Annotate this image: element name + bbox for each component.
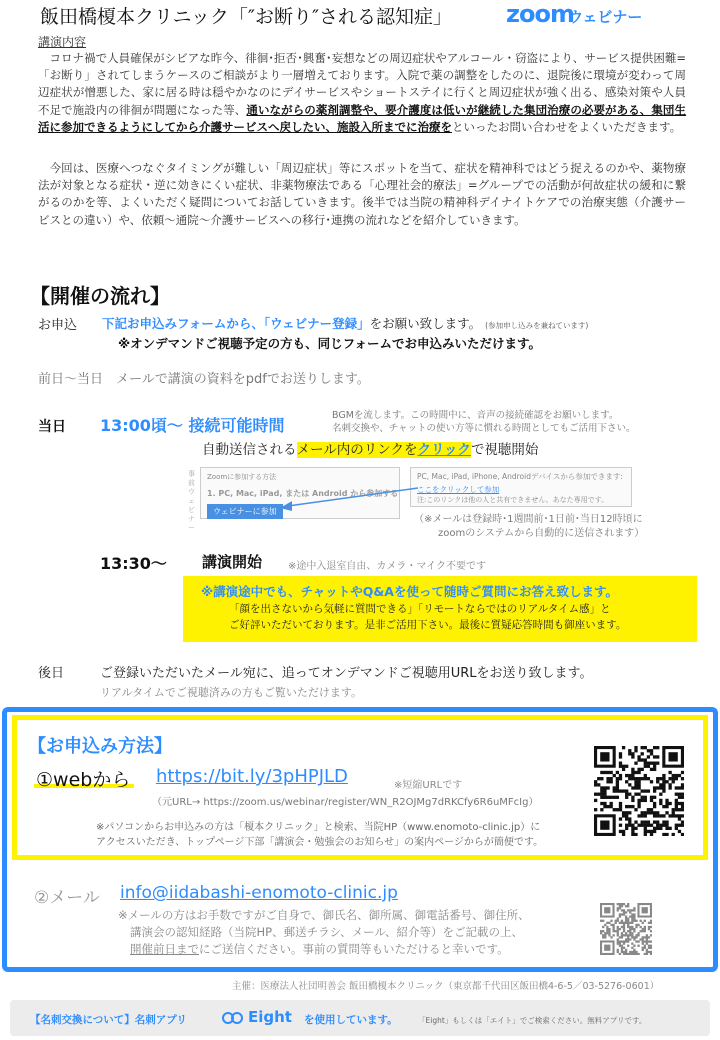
mock-side-label: 事前ウェビナー: [188, 470, 195, 532]
mail-label: ②メール: [34, 888, 100, 908]
mail-note-2: 講演会の認知経路（当院HP、郵送チラシ、メール、紹介等）をご記載の上、: [130, 925, 524, 939]
connect-note: [332, 409, 636, 435]
pc-apply-note: [96, 820, 543, 850]
lecture-p1-c: といったお問い合わせをよくいただきます。: [452, 119, 682, 134]
qr-code-mail: [600, 903, 652, 955]
lecture-paragraph-1: [38, 50, 686, 136]
time-connect: 13:00頃～ 接続可能時間: [100, 416, 285, 435]
day-label: 当日: [38, 419, 66, 435]
mail-link-line: [202, 438, 538, 458]
mock1-text: 1. PC, Mac, iPad, または Android から参加する: [207, 489, 399, 498]
connect-note-2: 名刺交換や、チャットの使い方等に慣れる時間としてもご活用下さい。: [332, 423, 636, 434]
original-url: （元URL→ https://zoom.us/webinar/register/WN_R2OJMg7dRKCfy6R6uMFcIg）: [152, 797, 539, 808]
lecture-label: 講演内容: [38, 35, 87, 49]
connect-note-1: BGMを流します。この時間中に、音声の接続確認をお願いします。: [332, 410, 619, 421]
zoom-webinar-label: ウェビナー: [568, 8, 643, 26]
lecture-p1-emphasis: 通いながらの薬剤調整や、要介護度は低いが継続した集団治療の必要がある、集団生活に参加できるようにしてから介護サービスへ戻したい、施設入所までに治療を: [38, 102, 687, 134]
mail-deadline: 開催前日まで: [130, 942, 199, 956]
pc-note-1: ※パソコンからお申込みの方は「榎本クリニック」と検索、当院HP（www.enomoto-clinic.jp）に: [96, 822, 541, 833]
apply-small-note: (参加申し込みを兼ねています): [485, 321, 589, 330]
card-label: 【名刺交換について】名刺アプリ: [30, 1014, 187, 1026]
short-url-note: ※短縮URLです: [394, 780, 463, 791]
mail-schedule-1: （※メールは登録時･1週間前･1日前･当日12時頃に: [414, 514, 643, 525]
prev-day-line: 前日～当日 メールで講演の資料をpdfでお送りします。: [38, 372, 370, 387]
qa-line-1: ※講演途中でも、チャットやQ&Aを使って随時ご質問にお答え致します。: [201, 584, 618, 599]
arrow-icon: [270, 484, 420, 514]
lecture-paragraph-2: 今回は、医療へつなぐタイミングが難しい「周辺症状」等にスポットを当て、症状を精神科ではどう捉えるのかや、薬物療法が対象となる症状・逆に効きにくい症状、非薬物療法である「心理社会的療法」=グループでの活動が何故症状の緩和に繋がるのかを等、よくいただく疑問についてお話していきます。後半では当院の精神科デイナイトケアでの治療実態（介護サービスとの違い）や、依頼～通院～介護サービスへの移行･連携の流れなどを紹介していきます。: [38, 161, 686, 227]
mail-line-pre: 自動送信される: [202, 442, 297, 458]
organizer-line: 主催：医療法人社団明善会 飯田橋榎本クリニック（東京都千代田区飯田橋4-6-5／03-5276-0601）: [232, 981, 660, 992]
pc-note-2: アクセスいただき、トップページ下部「講演会・勉強会のお知らせ」の案内ページからが簡便です。: [96, 837, 544, 848]
qa-line-2: 「顔を出さないから気軽に質問できる」「リモートならではのリアルタイム感」と: [229, 603, 611, 615]
after-line-1: ご登録いただいたメール宛に、追ってオンデマンドご視聴用URLをお送り致します。: [100, 666, 593, 681]
start-note: ※途中入退室自由、カメラ・マイク不要です: [288, 561, 486, 572]
eight-logo-text: Eight: [248, 1008, 292, 1026]
time-start: 13:30～: [100, 554, 167, 573]
zoom-logo: zoom: [506, 0, 574, 28]
start-title: 講演開始: [202, 553, 263, 571]
eight-logo-icon: [221, 1011, 245, 1025]
mail-note-3-text: にご送信ください。事前の質問等もいただけると幸いです。: [199, 942, 509, 956]
mail-apply-note: [118, 907, 530, 958]
after-label: 後日: [38, 666, 65, 681]
apply-heading: 【お申込み方法】: [28, 736, 172, 757]
mock1-title: Zoomに参加する方法: [207, 473, 277, 481]
web-label: ①webから: [36, 769, 131, 791]
page-title: 飯田橋榎本クリニック「″お断り″される認知症」: [40, 6, 453, 28]
mail-schedule-2: zoomのシステムから自動的に送信されます）: [438, 528, 645, 539]
mail-line-highlight: [297, 442, 471, 458]
mail-address-link[interactable]: info@iidabashi-enomoto-clinic.jp: [120, 883, 398, 903]
mail-note-3: [118, 941, 530, 958]
mock1-join-button: ウェビナーに参加: [207, 504, 283, 519]
card-tail: を使用しています。: [304, 1014, 398, 1026]
mail-line-post: で視聴開始: [470, 442, 539, 458]
click-word: クリック: [417, 442, 471, 458]
mock2-link: ここをクリックして参加: [417, 485, 500, 494]
mail-note-1: ※メールの方はお手数ですがご自身で、御氏名、御所属、御電話番号、御住所、: [118, 908, 530, 922]
apply-tail: をお願い致します。: [369, 316, 482, 331]
mock2-text: PC, Mac, iPad, iPhone, Androidデバイスから参加できます:: [417, 472, 623, 481]
card-small-note: 「Eight」もしくは「エイト」でご検索ください。無料アプリです。: [418, 1016, 647, 1025]
qa-highlight-box: [183, 576, 697, 642]
qr-code-web: [594, 746, 684, 836]
mail-line-hl-text: メール内のリンクを: [296, 442, 418, 458]
lecture-p1-a: コロナ禍で人員確保がシビアな昨今、徘徊･拒否･興奮･妄想などの周辺症状やアルコール・窃盗により、サービス提供困難=「お断り」されてしまうケースのご相談がより一層増えております。入院で薬の調整をしたのに、退院後に環境が変わって周辺症状が憎悪した、家に居る時は穏やかなのにデイサービスやショートステイに行くと周辺症状が強く出る、感染対策や人員不足で施設内の徘徊が問題になった等、: [38, 51, 686, 117]
apply-instruction: 下記お申込みフォームから、「ウェビナー登録」: [102, 316, 370, 331]
web-url-link[interactable]: https://bit.ly/3pHPJLD: [156, 766, 348, 787]
mock-email-2: [410, 467, 632, 507]
mail-schedule-note: [414, 513, 644, 541]
apply-label: お申込: [38, 318, 78, 333]
qa-line-3: ご好評いただいております。是非ご活用下さい。最後に質疑応答時間も御座います。: [229, 619, 627, 631]
flow-heading: 【開催の流れ】: [30, 284, 170, 308]
apply-line: [102, 314, 588, 332]
ondemand-note: ※オンデマンドご視聴予定の方も、同じフォームでお申込みいただけます。: [118, 336, 542, 351]
after-line-2: リアルタイムでご視聴済みの方もご覧いただけます。: [100, 686, 363, 699]
mock2-note: 注:このリンクは他の人と共有できません。あなた専用です。: [417, 496, 609, 504]
